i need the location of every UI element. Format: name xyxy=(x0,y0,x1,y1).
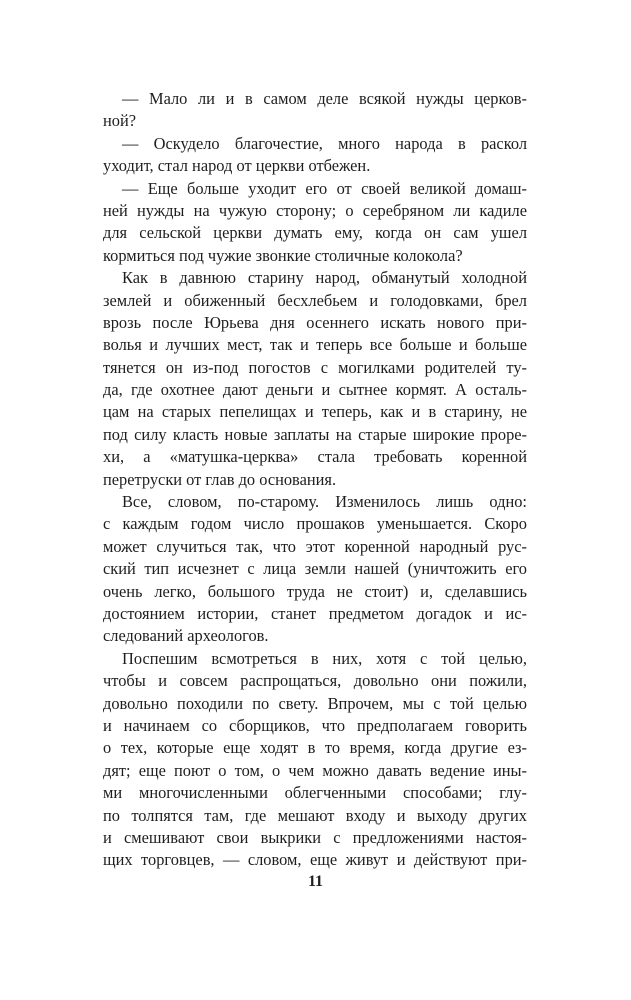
text-line: чтобы и совсем распрощаться, довольно они пожили, xyxy=(103,671,527,691)
text-line: Все, словом, по-старому. Изменилось лишь одно: xyxy=(122,492,527,512)
text-line: тянется он из-под погостов с могилками родителей ту- xyxy=(103,357,527,377)
text-line: кормиться под чужие звонкие столичные колокола? xyxy=(103,245,463,265)
text-line: Как в давнюю старину народ, обманутый холодной xyxy=(122,268,527,288)
text-line: под силу класть новые заплаты на старые широкие проре- xyxy=(103,424,527,444)
text-line: довольно походили по свету. Впрочем, мы с той целью xyxy=(103,693,527,713)
text-line: ский тип исчезнет с лица земли нашей (уничтожить его xyxy=(103,559,527,579)
text-line: — Оскудело благочестие, много народа в раскол xyxy=(122,133,527,153)
text-line: о тех, которые еще ходят в то время, когда другие ез- xyxy=(103,738,527,758)
text-line: землей и обиженный бесхлебьем и голодовками, брел xyxy=(103,290,527,310)
text-line: достоянием истории, станет предметом догадок и ис- xyxy=(103,603,527,623)
text-line: ней нужды на чужую сторону; о серебряном ли кадиле xyxy=(103,200,527,220)
text-line: — Еще больше уходит его от своей великой домаш- xyxy=(122,178,527,198)
text-line: перетруски от глав до основания. xyxy=(103,469,337,489)
text-line: щих торговцев, — словом, еще живут и действуют при- xyxy=(103,850,527,870)
text-line: хи, а «матушка-церква» стала требовать коренной xyxy=(103,447,527,467)
text-line: с каждым годом число прошаков уменьшается. Скоро xyxy=(103,514,527,534)
text-line: и смешивают свои выкрики с предложениями настоя- xyxy=(103,827,527,847)
text-line: ми многочисленными облегченными способами; глу- xyxy=(103,783,527,803)
text-line: ной? xyxy=(103,111,137,131)
text-line: Поспешим всмотреться в них, хотя с той целью, xyxy=(122,648,527,668)
text-line: следований археологов. xyxy=(103,626,269,646)
text-line: врозь после Юрьева дня осеннего искать нового при- xyxy=(103,312,527,332)
page-number: 11 xyxy=(307,873,324,890)
text-line: уходит, стал народ от церкви отбежен. xyxy=(103,156,371,176)
text-line: дят; еще поют о том, о чем можно давать ведение ины- xyxy=(103,760,527,780)
text-line: по толпятся там, где мешают входу и выходу других xyxy=(103,805,527,825)
text-line: и начинаем со сборщиков, что предполагаем говорить xyxy=(103,715,527,735)
text-line: цам на старых пепелищах и теперь, как и в старину, не xyxy=(103,402,527,422)
body-text xyxy=(103,88,527,872)
text-line: может случиться так, что этот коренной народный рус- xyxy=(103,536,527,556)
text-line: — Мало ли и в самом деле всякой нужды церков- xyxy=(122,89,527,108)
text-line: волья и лучших мест, так и теперь все больше и больше xyxy=(103,335,527,355)
text-line: очень легко, большого труда не стоит) и, сделавшись xyxy=(103,581,527,601)
text-line: для сельской церкви думать ему, когда он сам ушел xyxy=(103,223,527,243)
text-line: да, где охотнее дают деньги и сытнее кормят. А осталь- xyxy=(103,380,527,400)
